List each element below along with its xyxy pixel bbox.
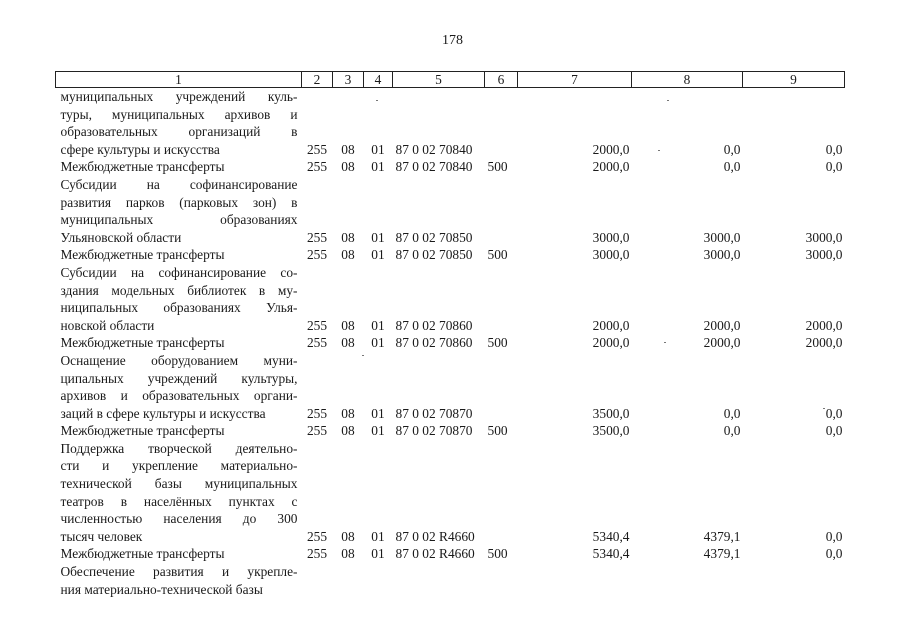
cell-c8: 4379,1 — [703, 528, 741, 544]
cell-c9: 0,0 — [825, 159, 843, 175]
row-name-line: Оснащение оборудованием муни- — [60, 352, 298, 368]
column-header: 3 — [333, 72, 364, 88]
table-row — [56, 545, 845, 563]
cell-c2: 255 — [306, 317, 328, 333]
cell-c8: 2000,0 — [703, 335, 741, 351]
cell-c4: 01 — [371, 317, 385, 333]
cell-c6 — [485, 352, 518, 422]
cell-c9: 3000,0 — [805, 247, 843, 263]
cell-c3: 08 — [341, 335, 355, 351]
cell-c8: 0,0 — [723, 141, 741, 157]
row-name-line: Субсидии на софинансирование — [60, 176, 298, 192]
row-name-line: новской области — [60, 317, 155, 333]
cell-c6 — [485, 88, 518, 159]
scan-speck — [667, 100, 669, 101]
cell-c3 — [333, 563, 364, 598]
cell-c5: 87 0 02 70870 — [395, 405, 473, 421]
cell-c9: 3000,0 — [805, 229, 843, 245]
row-name-line: муниципальных образованиях — [60, 212, 298, 228]
budget-table — [55, 71, 845, 598]
cell-c6 — [485, 264, 518, 334]
cell-c8: 2000,0 — [703, 317, 741, 333]
scan-speck — [823, 408, 825, 409]
row-name-line: Межбюджетные трансферты — [60, 159, 225, 175]
row-name-line: развития парков (парковых зон) в — [60, 194, 298, 210]
cell-c5: 87 0 02 70860 — [395, 317, 473, 333]
cell-c2: 255 — [306, 159, 328, 175]
column-header: 2 — [302, 72, 333, 88]
row-name-line: ния материально-технической базы — [60, 581, 263, 597]
cell-c2: 255 — [306, 405, 328, 421]
cell-c6: 500 — [487, 546, 508, 562]
cell-c4: 01 — [371, 247, 385, 263]
cell-c9: 0,0 — [825, 405, 843, 421]
cell-c7: 3500,0 — [592, 423, 630, 439]
row-name — [56, 264, 302, 334]
cell-c7: 2000,0 — [592, 159, 630, 175]
row-name — [56, 422, 302, 440]
cell-c9: 2000,0 — [805, 317, 843, 333]
row-name-line: сфере культуры и искусства — [60, 141, 220, 157]
cell-c7: 3000,0 — [592, 229, 630, 245]
table-row — [56, 422, 845, 440]
column-header: 7 — [518, 72, 632, 88]
cell-c6 — [485, 563, 518, 598]
row-name-line: ципальных учреждений культуры, — [60, 370, 298, 386]
row-name-line: Поддержка творческой деятельно- — [60, 440, 298, 456]
cell-c6 — [485, 440, 518, 546]
row-name — [56, 176, 302, 246]
row-name-line: туры, муниципальных архивов и — [60, 106, 298, 122]
scan-speck — [664, 342, 666, 343]
row-name-line: численностью населения до 300 — [60, 511, 298, 527]
cell-c2: 255 — [306, 247, 328, 263]
cell-c8: 0,0 — [723, 405, 741, 421]
column-header: 4 — [364, 72, 393, 88]
cell-c8: 3000,0 — [703, 247, 741, 263]
scan-speck — [658, 150, 660, 151]
row-name-line: Межбюджетные трансферты — [60, 423, 225, 439]
cell-c8: 0,0 — [723, 423, 741, 439]
row-name — [56, 88, 302, 159]
cell-c2: 255 — [306, 528, 328, 544]
cell-c4: 01 — [371, 229, 385, 245]
row-name-line: Субсидии на софинансирование со- — [60, 264, 298, 280]
row-name-line: здания модельных библиотек в му- — [60, 282, 298, 298]
cell-c5: 87 0 02 70860 — [395, 335, 473, 351]
cell-c5: 87 0 02 R4660 — [395, 546, 475, 562]
row-name-line: технической базы муниципальных — [60, 476, 298, 492]
column-header-row — [56, 72, 845, 88]
cell-c9: 0,0 — [825, 546, 843, 562]
cell-c3: 08 — [341, 141, 355, 157]
cell-c3: 08 — [341, 229, 355, 245]
row-name-line: заций в сфере культуры и искусства — [60, 405, 266, 421]
cell-c8: 0,0 — [723, 159, 741, 175]
cell-c9 — [743, 563, 845, 598]
cell-c6 — [485, 176, 518, 246]
row-name-line: Межбюджетные трансферты — [60, 247, 225, 263]
row-name-line: Обеспечение развития и укрепле- — [60, 564, 298, 580]
cell-c4: 01 — [371, 546, 385, 562]
table-row — [56, 158, 845, 176]
cell-c3: 08 — [341, 528, 355, 544]
cell-c8: 3000,0 — [703, 229, 741, 245]
cell-c3: 08 — [341, 546, 355, 562]
cell-c7: 3000,0 — [592, 247, 630, 263]
column-header: 6 — [485, 72, 518, 88]
table-row — [56, 334, 845, 352]
cell-c7: 3500,0 — [592, 405, 630, 421]
row-name-line: ниципальных образованиях Улья- — [60, 300, 298, 316]
table-row — [56, 563, 845, 598]
cell-c9: 0,0 — [825, 423, 843, 439]
cell-c6: 500 — [487, 247, 508, 263]
row-name — [56, 246, 302, 264]
cell-c2: 255 — [306, 335, 328, 351]
column-header: 9 — [743, 72, 845, 88]
cell-c3: 08 — [341, 247, 355, 263]
row-name — [56, 545, 302, 563]
scan-speck — [362, 355, 364, 356]
cell-c5: 87 0 02 70870 — [395, 423, 473, 439]
cell-c7: 2000,0 — [592, 141, 630, 157]
cell-c9: 0,0 — [825, 528, 843, 544]
row-name-line: образовательных организаций в — [60, 124, 298, 140]
cell-c8: 4379,1 — [703, 546, 741, 562]
column-header: 8 — [632, 72, 743, 88]
cell-c4: 01 — [371, 528, 385, 544]
cell-c7: 5340,4 — [592, 546, 630, 562]
table-row — [56, 264, 845, 334]
row-name-line: сти и укрепление материально- — [60, 458, 298, 474]
cell-c5: 87 0 02 70850 — [395, 247, 473, 263]
cell-c7 — [518, 563, 632, 598]
row-name — [56, 563, 302, 598]
column-header: 5 — [393, 72, 485, 88]
cell-c4: 01 — [371, 335, 385, 351]
cell-c2: 255 — [306, 141, 328, 157]
cell-c4: 01 — [371, 141, 385, 157]
row-name — [56, 440, 302, 546]
cell-c7: 2000,0 — [592, 317, 630, 333]
cell-c3: 08 — [341, 317, 355, 333]
cell-c4: 01 — [371, 405, 385, 421]
row-name — [56, 352, 302, 422]
cell-c9: 2000,0 — [805, 335, 843, 351]
cell-c6: 500 — [487, 159, 508, 175]
table-row — [56, 246, 845, 264]
cell-c4 — [364, 563, 393, 598]
cell-c7: 2000,0 — [592, 335, 630, 351]
row-name-line: муниципальных учреждений куль- — [60, 89, 298, 104]
cell-c5 — [393, 563, 485, 598]
cell-c3: 08 — [341, 423, 355, 439]
cell-c3: 08 — [341, 159, 355, 175]
cell-c4: 01 — [371, 423, 385, 439]
table-row — [56, 176, 845, 246]
scan-speck — [376, 100, 378, 101]
row-name-line: Межбюджетные трансферты — [60, 546, 225, 562]
cell-c5: 87 0 02 R4660 — [395, 528, 475, 544]
row-name — [56, 158, 302, 176]
row-name-line: Ульяновской области — [60, 229, 182, 245]
cell-c2 — [302, 563, 333, 598]
cell-c4: 01 — [371, 159, 385, 175]
table-row — [56, 440, 845, 546]
cell-c9: 0,0 — [825, 141, 843, 157]
table-row — [56, 88, 845, 159]
cell-c8 — [632, 563, 743, 598]
cell-c2: 255 — [306, 423, 328, 439]
cell-c5: 87 0 02 70840 — [395, 141, 473, 157]
cell-c3: 08 — [341, 405, 355, 421]
cell-c5: 87 0 02 70850 — [395, 229, 473, 245]
page-number: 178 — [442, 33, 463, 48]
row-name-line: тысяч человек — [60, 528, 143, 544]
cell-c2: 255 — [306, 229, 328, 245]
row-name-line: архивов и образовательных органи- — [60, 388, 298, 404]
cell-c6: 500 — [487, 335, 508, 351]
cell-c7: 5340,4 — [592, 528, 630, 544]
cell-c5: 87 0 02 70840 — [395, 159, 473, 175]
table-row — [56, 352, 845, 422]
column-header: 1 — [56, 72, 302, 88]
row-name-line: Межбюджетные трансферты — [60, 335, 225, 351]
cell-c6: 500 — [487, 423, 508, 439]
row-name-line: театров в населённых пунктах с — [60, 493, 298, 509]
cell-c2: 255 — [306, 546, 328, 562]
row-name — [56, 334, 302, 352]
